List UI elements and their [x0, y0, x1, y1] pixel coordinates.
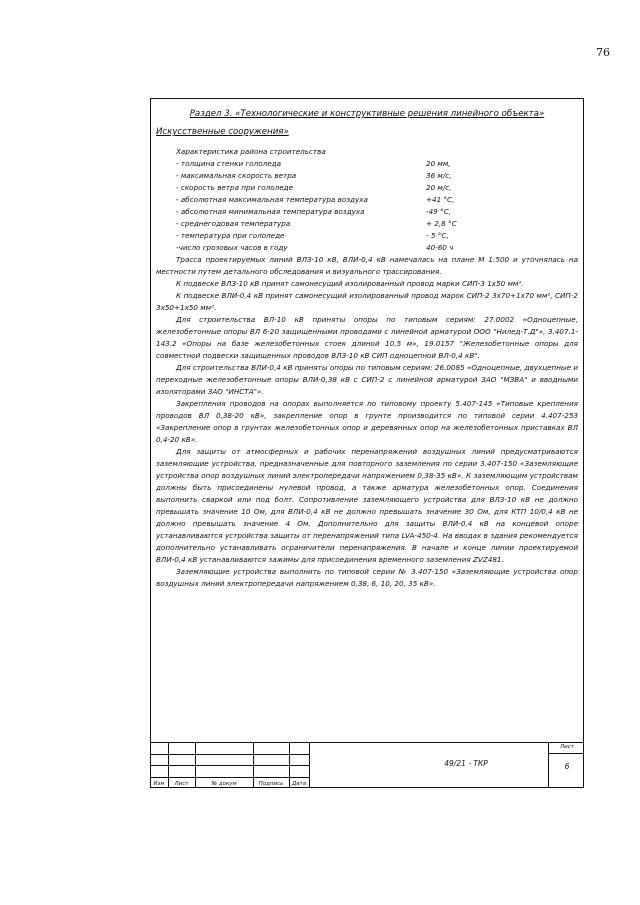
paragraph-fastening: Закрепления проводов на опорах выполняется по типовому проекту 5.407-145 «Типовые крепления проводов ВЛ 0,38-20 кВ», закрепление опор в грунте производится по типовой серии 4.407-253 «Закрепление опор в грунтах железобетонных опор и деревянных опор на железобетонных приставках ВЛ 0,4-20 кВ».: [156, 399, 578, 444]
characteristic-row: [176, 194, 578, 206]
characteristic-row: [176, 182, 578, 194]
paragraph-vl10-poles: Для строительства ВЛ-10 кВ приняты опоры по типовым сериям: 27.0002 «Одноцепные, железобетонные опоры ВЛ 6-20 защищенными проводами с линейной арматурой ООО "Нилед-Т.Д"», 3.407.1-143.2 «Опоры на базе железобетонных стоек длиной 10,5 м», 19.0157 "Железобетонные опоры для совместной подвески защищенных проводов ВЛЗ-10 кВ СИП одноцепной ВЛ-0,4 кВ".: [156, 315, 578, 360]
characteristic-row: [176, 242, 578, 254]
sheet-label: Лист: [560, 744, 574, 750]
title-block-divider: [548, 743, 549, 788]
document-body: [156, 104, 578, 590]
paragraph-grounding-protection: Для защиты от атмосферных и рабочих перенапряжений воздушных линий предусматриваются заземляющие устройства, предназначенные для повторного заземления по серии 3.407-150 «Заземляющие устройства опор воздушных линий электропередачи напряжением 0,38-35 кВ». К заземляющим устройствам должны быть присоединены нулевой провод, а также арматура железобетонных опор. Соединения выполнить сваркой или под болт. Сопротивление заземляющего устройства для ВЛЗ-10 кВ не должно превышать значение 10 Ом, для ВЛИ-0,4 кВ не должно превышать значение 30 Ом, для КТП 10/0,4 кВ не должно превышать значение 4 Ом. Дополнительно для защиты ВЛИ-0,4 кВ на концевой опоре устанавливаются устройства защиты от перенапряжений типа LVA-450-4. На вводах в здания рекомендуется дополнительно устанавливать ограничители перенапряжения. В начале и конце линии проектируемой ВЛИ-0,4 кВ устанавливаются зажимы для присоединения временного заземления ZVZ481.: [156, 447, 578, 564]
characteristic-value: - 5 °С,: [426, 231, 449, 240]
characteristic-row: [176, 218, 578, 230]
stamp-header-date: Дата: [291, 781, 307, 787]
subsection-title: Искусственные сооружения»: [156, 127, 289, 137]
characteristic-label: - толщина стенки гололеда: [176, 159, 281, 168]
title-block-row-line: [150, 777, 309, 778]
stamp-header-signature: Подпись: [258, 781, 284, 787]
page-number: 76: [596, 46, 610, 59]
title-block-divider: [309, 743, 310, 788]
title-block: [150, 742, 584, 788]
characteristic-row: [176, 158, 578, 170]
stamp-header-sheet: Лист: [174, 781, 189, 787]
paragraph-grounding-series: Заземляющие устройства выполнить по типовой серии № 3.407-150 «Заземляющие устройства опор воздушных линий электропередачи напряжением 0,38, 6, 10, 20, 35 кВ».: [156, 567, 578, 588]
stamp-header-change: Изм: [153, 781, 165, 787]
characteristic-value: +41 °С,: [426, 195, 455, 204]
characteristic-label: - максимальная скорость ветра: [176, 171, 297, 180]
characteristic-row: [176, 230, 578, 242]
characteristic-value: 20 м/с,: [426, 183, 452, 192]
characteristic-row: [176, 170, 578, 182]
sheet-number: 6: [564, 762, 570, 771]
title-block-row-line: [150, 754, 309, 755]
document-code: 49/21 - ТКР: [444, 759, 488, 768]
characteristic-row: [176, 206, 578, 218]
characteristic-label: - абсолютная минимальная температура воздуха: [176, 207, 365, 216]
characteristic-value: + 2,8 °С: [426, 219, 457, 228]
characteristics-list: [156, 158, 578, 254]
characteristics-title: Характеристика района строительства: [176, 147, 326, 156]
paragraph-route: Трасса проектируемых линий ВЛЗ-10 кВ, ВЛИ-0,4 кВ намечалась на плане М 1:500 и уточнялась на местности путем детального обследования и визуального трассирования.: [156, 255, 578, 276]
characteristic-label: -число грозовых часов в году: [176, 243, 288, 252]
sheet-cell-divider: [548, 753, 584, 754]
characteristic-value: -49 °С,: [426, 207, 451, 216]
characteristic-value: 20 мм,: [426, 159, 451, 168]
title-block-row-line: [150, 765, 309, 766]
characteristic-value: 36 м/с,: [426, 171, 452, 180]
paragraph-vli-wire: К подвеске ВЛИ-0,4 кВ принят самонесущий изолированный провод марок СИП-2 3х70+1х70 мм², СИП-2 3х50+1х50 мм².: [156, 291, 578, 312]
paragraph-vlz-wire: К подвеске ВЛЗ-10 кВ принят самонесущий изолированный провод марки СИП-3 1х50 мм².: [176, 279, 524, 288]
paragraph-vli-poles: Для строительства ВЛИ-0,4 кВ приняты опоры по типовым сериям: 26.0085 «Одноцепные, двухцепные и переходные железобетонные опоры ВЛИ-0,38 кВ с СИП-2 с линейной арматурой ЗАО "МЗВА" и вводными изоляторами ЗАО "ИНСТА"».: [156, 363, 578, 396]
stamp-header-doc-number: № докум: [211, 781, 237, 787]
characteristic-label: - среднегодовая температура: [176, 219, 291, 228]
characteristic-label: - температура при гололеде: [176, 231, 285, 240]
characteristic-label: - скорость ветра при гололеде: [176, 183, 294, 192]
characteristic-label: - абсолютная максимальная температура воздуха: [176, 195, 368, 204]
section-title: Раздел 3. «Технологические и конструктивные решения линейного объекта»: [189, 109, 545, 119]
characteristic-value: 40-60 ч: [426, 243, 454, 252]
